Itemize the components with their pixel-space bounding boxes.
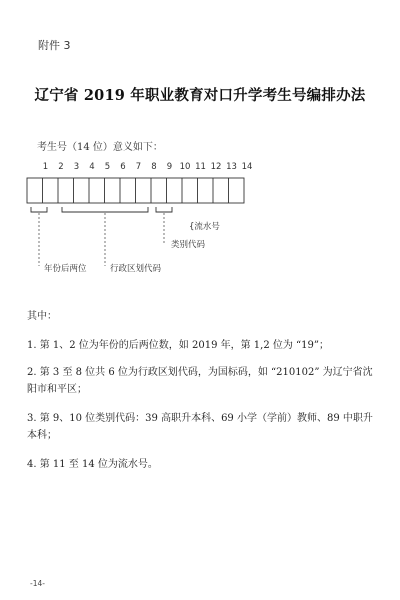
intro-text: 其中： xyxy=(27,311,57,322)
list-item: 3. 第 9、10 位类别代码：39 高职升本科、69 小学（学前）教师、89 中职升本科； xyxy=(27,413,373,441)
year-bracket xyxy=(31,207,47,212)
page-number: -14- xyxy=(30,579,45,588)
digit-label: 7 xyxy=(135,162,142,172)
region-bracket xyxy=(62,207,148,212)
digit-label: 11 xyxy=(195,162,206,172)
digit-label: 9 xyxy=(166,162,173,172)
digit-label: 2 xyxy=(58,162,64,172)
list-item: 4. 第 11 至 14 位为流水号。 xyxy=(27,459,158,470)
document-title: 辽宁省 2019 年职业教育对口升学考生号编排办法 xyxy=(34,87,366,104)
digit-label: 3 xyxy=(73,162,80,172)
serial-number-annotation: {流水号 xyxy=(189,222,220,232)
digit-label: 10 xyxy=(179,162,191,172)
digit-label: 12 xyxy=(210,162,222,172)
category-bracket xyxy=(156,207,172,212)
digit-label: 6 xyxy=(120,162,126,172)
digit-label: 13 xyxy=(226,162,237,172)
digit-label: 8 xyxy=(151,162,157,172)
category-code-annotation: 类别代码 xyxy=(171,240,206,250)
digit-label: 4 xyxy=(89,162,95,172)
code-boxes xyxy=(27,178,244,203)
attachment-label: 附件 3 xyxy=(38,39,71,52)
digit-meaning-heading: 考生号（14 位）意义如下： xyxy=(37,142,163,153)
list-item: 1. 第 1、2 位为年份的后两位数，如 2019 年，第 1,2 位为 “19”； xyxy=(27,340,329,351)
digit-label: 1 xyxy=(42,162,49,172)
digit-label: 14 xyxy=(241,162,253,172)
region-code-annotation: 行政区划代码 xyxy=(110,264,162,274)
year-annotation: 年份后两位 xyxy=(44,264,87,274)
list-item: 2. 第 3 至 8 位共 6 位为行政区划代码，为国标码，如 “210102” 为辽宁省沈阳市和平区； xyxy=(27,367,373,395)
digit-label: 5 xyxy=(104,162,111,172)
